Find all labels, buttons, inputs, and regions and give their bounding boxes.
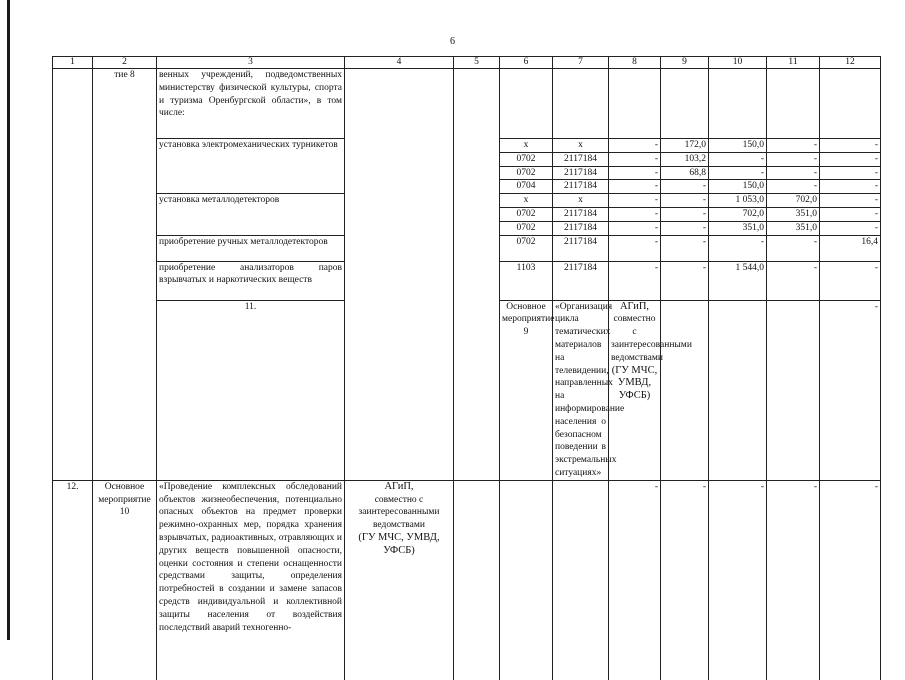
subitem-analyzers: приобретение анализаторов паров взрывчатых и наркотических веществ [157, 261, 345, 300]
header-cell: 10 [709, 57, 767, 69]
executor-rest: совместно с заинтересованными ведомствами [358, 494, 440, 531]
table-row: 11. Основное мероприятие 9 «Организация цикла тематических материалов на телевидении, направленных на информирование населения о безопасном поведении в экстремальных ситуациях» АГиП, совместно с заинтересованными ведомствами (ГУ МЧС, УМВД, УФСБ) - [53, 300, 881, 480]
header-cell: 6 [500, 57, 553, 69]
table-row: 0702 2117184 - 103,2 - - - [53, 152, 881, 166]
executor-cell [345, 480, 454, 680]
table-row: 0702 2117184 - 68,8 - - - [53, 166, 881, 180]
event-type-cell: Основное мероприятие 9 [500, 300, 553, 480]
executor-main: АГиП, [384, 480, 414, 492]
header-cell: 3 [157, 57, 345, 69]
empty-cell [454, 69, 500, 481]
program-table [52, 56, 881, 680]
scan-edge-bar [7, 0, 10, 640]
executor-main: АГиП, [619, 300, 650, 312]
header-cell: 2 [93, 57, 157, 69]
header-cell: 4 [345, 57, 454, 69]
header-cell: 5 [454, 57, 500, 69]
header-cell: 12 [820, 57, 881, 69]
subitem-turnstiles: установка электромеханических турникетов [157, 139, 345, 194]
table-row: приобретение ручных металлодетекторов 0702 2117184 - - - - 16,4 [53, 235, 881, 261]
executor-list: (ГУ МЧС, УМВД, УФСБ) [358, 531, 440, 556]
table-row [53, 69, 881, 139]
executor-cell [609, 300, 692, 480]
executor-cell [345, 69, 454, 481]
event-name-cell: «Организация цикла тематических материалов на телевидении, направленных на информирование населения о безопасном поведении в экстремальных ситуациях» [553, 300, 609, 480]
header-cell: 1 [53, 57, 93, 69]
event-name-cell: «Проведение комплексных обследований объектов жизнеобеспечения, потенциально опасных объектов на предмет проверки режимно-охранных мер, порядка хранения взрывчатых, радиоактивных, отравляющих и других веществ повышенной опасности, оценки состояния и степени оснащенности средствами защиты, определения потребностей в создании и замене запасов средств индивидуальной и коллективной защиты населения от воздействия последствий аварий техногенно- [157, 480, 345, 680]
row-number-cell: 11. [157, 300, 345, 480]
column-number-row [53, 57, 881, 69]
table-row: 0704 2117184 - - 150,0 - - [53, 180, 881, 194]
table-row: 0702 2117184 - - 351,0 351,0 - [53, 221, 881, 235]
header-cell: 7 [553, 57, 609, 69]
header-cell: 9 [661, 57, 709, 69]
event-type-cell: Основное мероприятие 10 [93, 480, 157, 680]
table-row: 0702 2117184 - - 702,0 351,0 - [53, 207, 881, 221]
event-name-cell: венных учреждений, подведомственных министерству физической культуры, спорта и туризма Оренбургской области», в том числе: [157, 69, 345, 139]
header-cell: 8 [609, 57, 661, 69]
subitem-hand-detectors: приобретение ручных металлодетекторов [157, 235, 345, 261]
row-number-cell: 12. [53, 480, 93, 680]
header-cell: 11 [767, 57, 820, 69]
table-row: установка электромеханических турникетов x x - 172,0 150,0 - - [53, 139, 881, 153]
subitem-detectors: установка металлодетекторов [157, 194, 345, 235]
event-type-cell: тие 8 [93, 69, 157, 481]
page-number: 6 [450, 36, 455, 47]
executor-list: (ГУ МЧС, УМВД, УФСБ) [611, 364, 658, 402]
row-number-cell [53, 69, 93, 481]
executor-rest: совместно с заинтересованными ведомствами [611, 314, 692, 363]
table-row: установка металлодетекторов x x - - 1 053,0 702,0 - [53, 194, 881, 208]
table-row: 12. Основное мероприятие 10 «Проведение комплексных обследований объектов жизнеобеспечения, потенциально опасных объектов на предмет проверки режимно-охранных мер, порядка хранения взрывчатых, радиоактивных, отравляющих и других веществ повышенной опасности, оценки состояния и степени оснащенности средствами защиты, определения потребностей в создании и замене запасов средств индивидуальной и коллективной защиты населения от воздействия последствий аварий техногенно- АГиП, совместно с заинтересованными ведомствами (ГУ МЧС, УМВД, УФСБ) - - - - - [53, 480, 881, 680]
table-row: приобретение анализаторов паров взрывчатых и наркотических веществ 1103 2117184 - - 1 544,0 - - [53, 261, 881, 300]
